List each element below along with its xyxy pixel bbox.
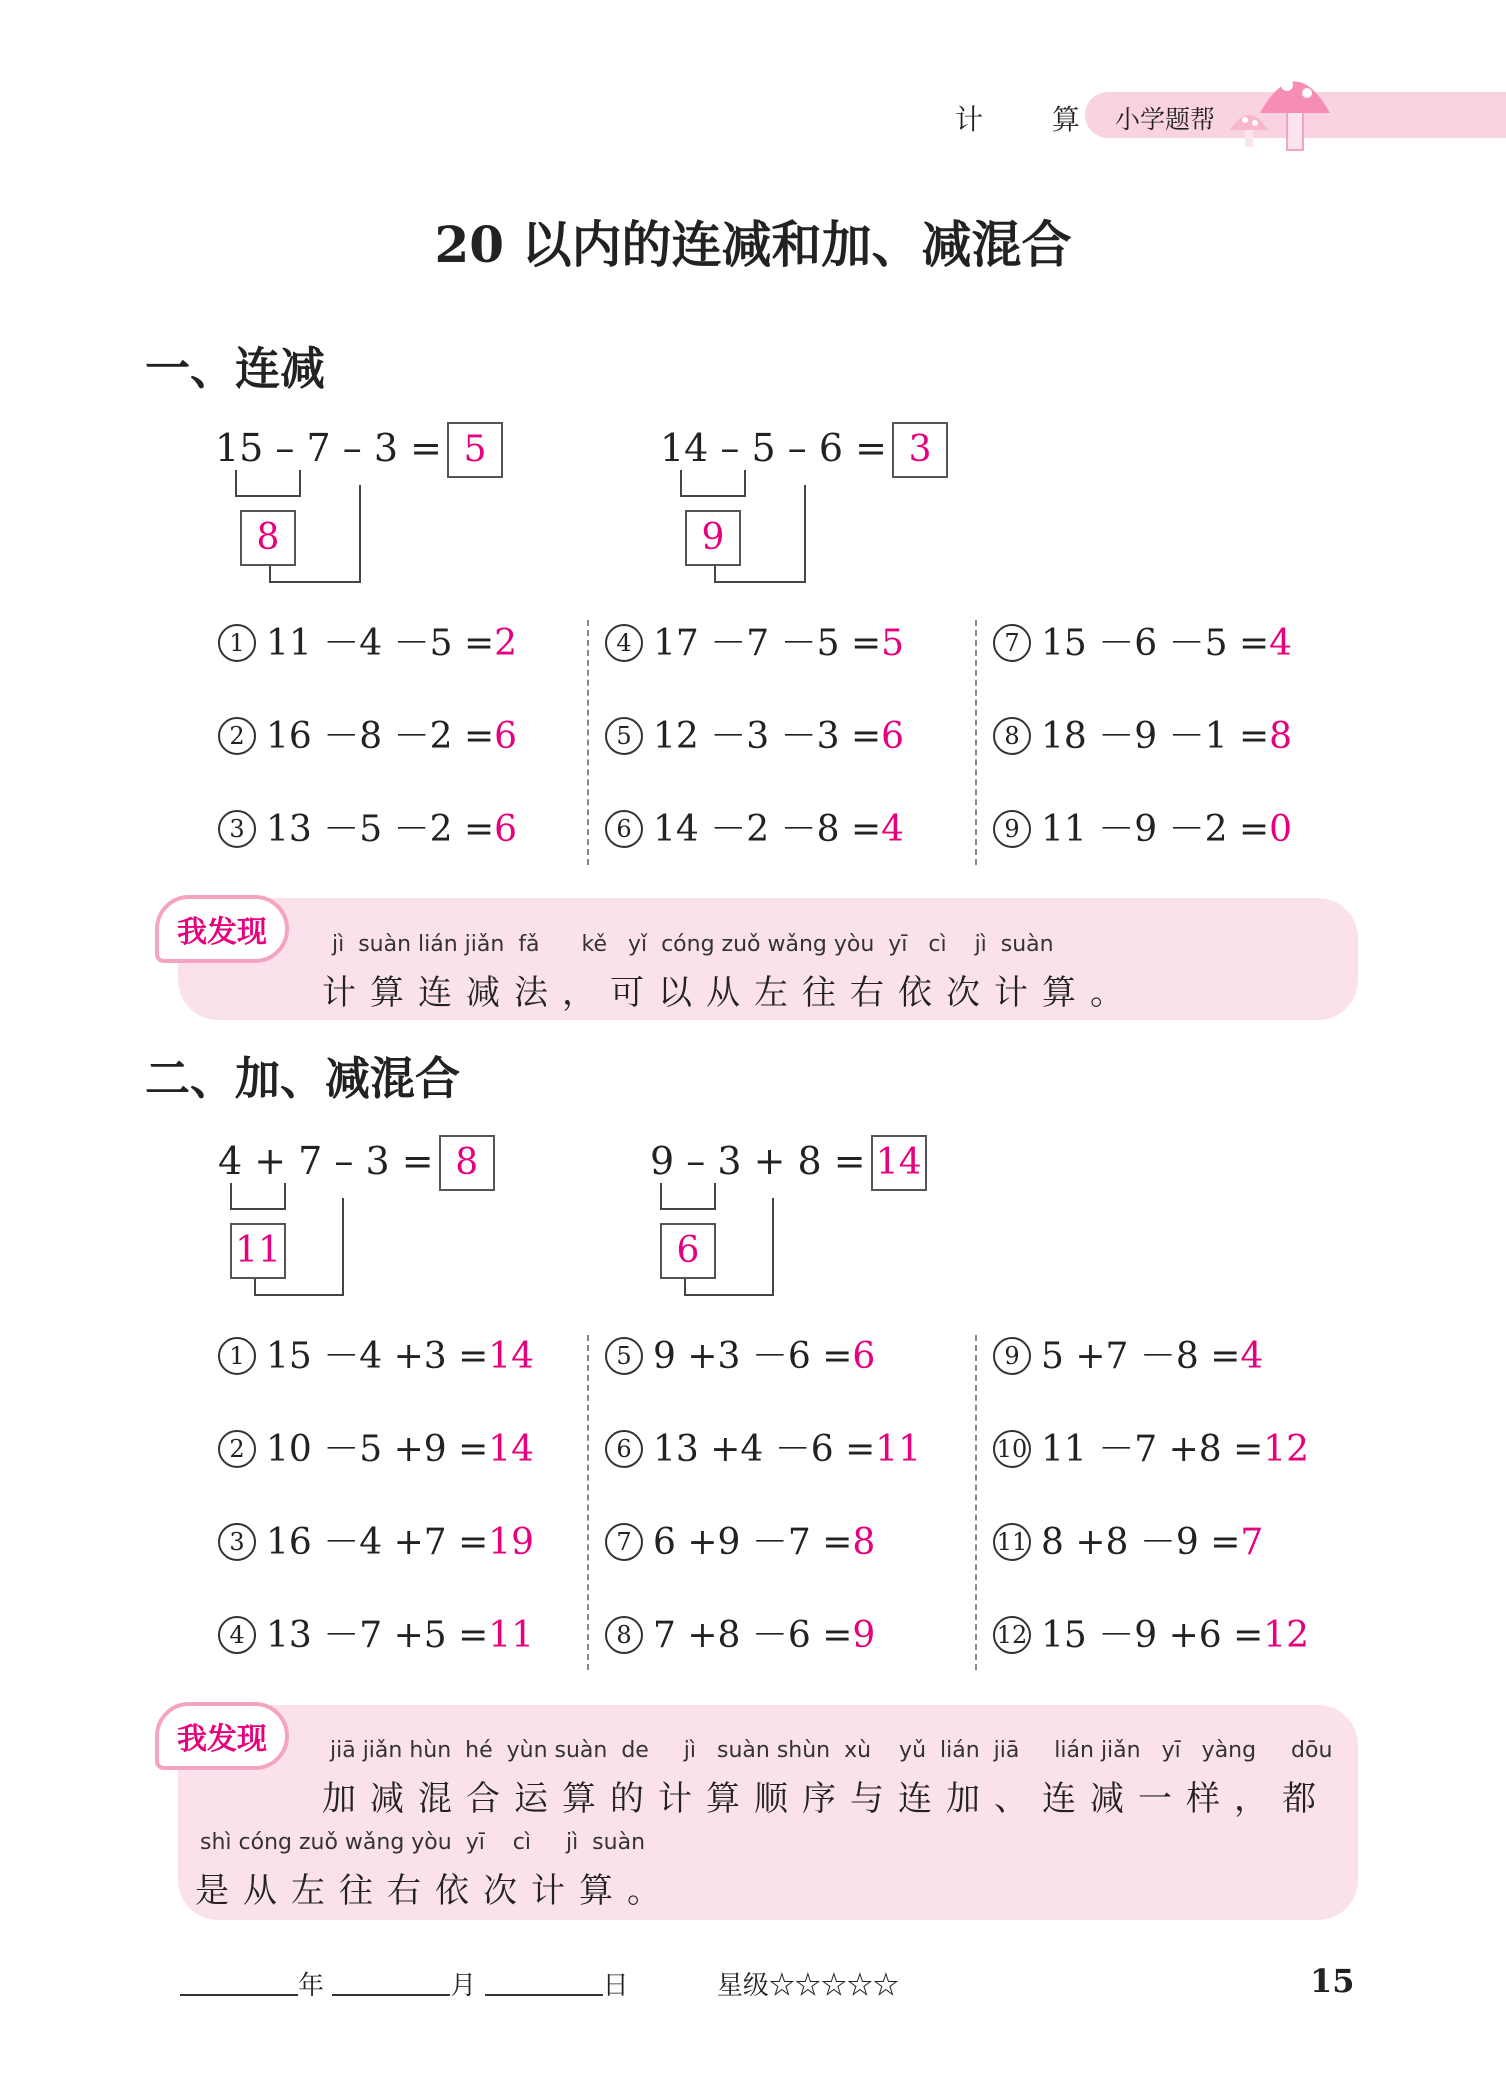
problem-item xyxy=(605,1328,875,1379)
problem-expr: 14 －2 －8 = xyxy=(653,809,882,850)
problem-expr: 7 +8 －6 = xyxy=(653,1615,853,1656)
problem-item xyxy=(605,708,904,759)
problem-expr: 17 －7 －5 = xyxy=(653,623,882,664)
problem-item xyxy=(218,1421,534,1472)
problem-answer: 7 xyxy=(1240,1522,1264,1563)
problem-expr: 5 +7 －8 = xyxy=(1041,1336,1241,1377)
column-divider xyxy=(975,620,977,865)
problem-answer: 14 xyxy=(488,1429,535,1470)
tip-text: 加减混合运算的计算顺序与连加、连减一样，都 xyxy=(322,1779,1330,1819)
problem-answer: 14 xyxy=(488,1336,535,1377)
problem-answer: 11 xyxy=(875,1429,922,1470)
column-divider xyxy=(587,1335,589,1670)
problem-answer: 8 xyxy=(852,1522,876,1563)
problem-answer: 4 xyxy=(881,809,905,850)
problem-expr: 11 －7 +8 = xyxy=(1041,1429,1264,1470)
intermediate-box: 11 xyxy=(230,1223,286,1279)
problem-item xyxy=(993,1607,1309,1658)
problem-number: 11 xyxy=(993,1523,1031,1561)
problem-number: 1 xyxy=(218,624,256,662)
problem-answer: 0 xyxy=(1269,809,1293,850)
tip-badge: 我发现 xyxy=(155,895,289,963)
year-blank[interactable] xyxy=(180,1972,298,1996)
problem-item xyxy=(993,708,1292,759)
header-brand: 小学题帮 xyxy=(1115,105,1216,134)
example-expr: 4 + 7 – 3 = xyxy=(218,1139,434,1183)
problem-answer: 9 xyxy=(852,1615,876,1656)
footer-date xyxy=(180,1965,899,2002)
problem-number: 1 xyxy=(218,1337,256,1375)
problem-answer: 12 xyxy=(1263,1429,1310,1470)
problem-number: 4 xyxy=(605,624,643,662)
section-heading: 二、加、减混合 xyxy=(145,1052,461,1105)
problem-item xyxy=(993,1328,1263,1379)
problem-number: 10 xyxy=(993,1430,1031,1468)
month-label: 月 xyxy=(450,1971,477,2001)
problem-number: 7 xyxy=(993,624,1031,662)
problem-item xyxy=(993,801,1292,852)
mushroom-icon xyxy=(1225,55,1345,155)
page-number: 15 xyxy=(1310,1962,1355,2000)
problem-answer: 19 xyxy=(488,1522,535,1563)
problem-expr: 12 －3 －3 = xyxy=(653,716,882,757)
column-divider xyxy=(587,620,589,865)
problem-expr: 15 －9 +6 = xyxy=(1041,1615,1264,1656)
problem-expr: 11 －4 －5 = xyxy=(266,623,495,664)
problem-expr: 10 －5 +9 = xyxy=(266,1429,489,1470)
problem-number: 3 xyxy=(218,1523,256,1561)
stars-label: 星级 xyxy=(716,1971,769,2001)
problem-item xyxy=(993,1421,1309,1472)
tip-pinyin: jì suàn lián jiǎn fǎ kě yǐ cóng zuǒ wǎng yòu yī cì jì suàn xyxy=(332,932,1054,957)
problem-expr: 15 －6 －5 = xyxy=(1041,623,1270,664)
problem-item xyxy=(993,615,1292,666)
problem-number: 6 xyxy=(605,810,643,848)
problem-expr: 18 －9 －1 = xyxy=(1041,716,1270,757)
problem-item xyxy=(605,801,904,852)
problem-item xyxy=(218,708,517,759)
problem-answer: 11 xyxy=(488,1615,535,1656)
problem-answer: 6 xyxy=(494,809,518,850)
problem-number: 7 xyxy=(605,1523,643,1561)
problem-item xyxy=(993,1514,1263,1565)
star-rating[interactable]: ☆☆☆☆☆ xyxy=(768,1971,899,2001)
problem-answer: 4 xyxy=(1269,623,1293,664)
tip-pinyin: shì cóng zuǒ wǎng yòu yī cì jì suàn xyxy=(200,1830,646,1855)
problem-answer: 5 xyxy=(881,623,905,664)
problem-number: 5 xyxy=(605,717,643,755)
problem-number: 9 xyxy=(993,810,1031,848)
problem-number: 9 xyxy=(993,1337,1031,1375)
problem-expr: 11 －9 －2 = xyxy=(1041,809,1270,850)
header-section: 计 算 xyxy=(955,103,1110,136)
problem-expr: 16 －4 +7 = xyxy=(266,1522,489,1563)
example-result-box: 14 xyxy=(871,1135,927,1191)
problem-expr: 15 －4 +3 = xyxy=(266,1336,489,1377)
problem-item xyxy=(605,1607,875,1658)
problem-expr: 13 －5 －2 = xyxy=(266,809,495,850)
problem-expr: 16 －8 －2 = xyxy=(266,716,495,757)
problem-item xyxy=(218,1328,534,1379)
intermediate-box: 6 xyxy=(660,1223,716,1279)
problem-number: 4 xyxy=(218,1616,256,1654)
month-blank[interactable] xyxy=(332,1972,450,1996)
problem-number: 8 xyxy=(605,1616,643,1654)
problem-number: 8 xyxy=(993,717,1031,755)
problem-answer: 6 xyxy=(852,1336,876,1377)
problem-number: 5 xyxy=(605,1337,643,1375)
problem-expr: 8 +8 －9 = xyxy=(1041,1522,1241,1563)
problem-item xyxy=(218,1607,534,1658)
page-title: 20 以内的连减和加、减混合 xyxy=(434,215,1072,274)
problem-number: 2 xyxy=(218,717,256,755)
day-label: 日 xyxy=(602,1971,629,2001)
problem-expr: 13 +4 －6 = xyxy=(653,1429,876,1470)
problem-expr: 9 +3 －6 = xyxy=(653,1336,853,1377)
example-result-box: 8 xyxy=(439,1135,495,1191)
problem-item xyxy=(605,1514,875,1565)
problem-answer: 6 xyxy=(494,716,518,757)
section-heading: 一、连减 xyxy=(145,342,326,395)
problem-number: 2 xyxy=(218,1430,256,1468)
tip-text: 是从左往右依次计算。 xyxy=(195,1871,675,1911)
example-expr: 9 – 3 + 8 = xyxy=(650,1139,866,1183)
example-expr: 14 – 5 – 6 = xyxy=(660,426,887,470)
problem-number: 3 xyxy=(218,810,256,848)
tip-pinyin: jiā jiǎn hùn hé yùn suàn de jì suàn shùn xù yǔ lián jiā lián jiǎn yī yàng dōu xyxy=(330,1738,1333,1763)
example-result-box: 3 xyxy=(892,422,948,478)
problem-number: 12 xyxy=(993,1616,1031,1654)
intermediate-box: 8 xyxy=(240,510,296,566)
problem-answer: 2 xyxy=(494,623,518,664)
year-label: 年 xyxy=(298,1971,325,2001)
problem-item xyxy=(218,615,517,666)
problem-answer: 12 xyxy=(1263,1615,1310,1656)
problem-answer: 8 xyxy=(1269,716,1293,757)
problem-item xyxy=(605,1421,921,1472)
problem-answer: 6 xyxy=(881,716,905,757)
intermediate-box: 9 xyxy=(685,510,741,566)
problem-answer: 4 xyxy=(1240,1336,1264,1377)
problem-number: 6 xyxy=(605,1430,643,1468)
example-expr: 15 – 7 – 3 = xyxy=(215,426,442,470)
problem-expr: 13 －7 +5 = xyxy=(266,1615,489,1656)
problem-item xyxy=(218,1514,534,1565)
problem-item xyxy=(605,615,904,666)
column-divider xyxy=(975,1335,977,1670)
example-result-box: 5 xyxy=(447,422,503,478)
problem-expr: 6 +9 －7 = xyxy=(653,1522,853,1563)
tip-text: 计算连减法，可以从左往右依次计算。 xyxy=(322,973,1138,1013)
tip-badge: 我发现 xyxy=(155,1702,289,1770)
problem-item xyxy=(218,801,517,852)
day-blank[interactable] xyxy=(485,1972,603,1996)
